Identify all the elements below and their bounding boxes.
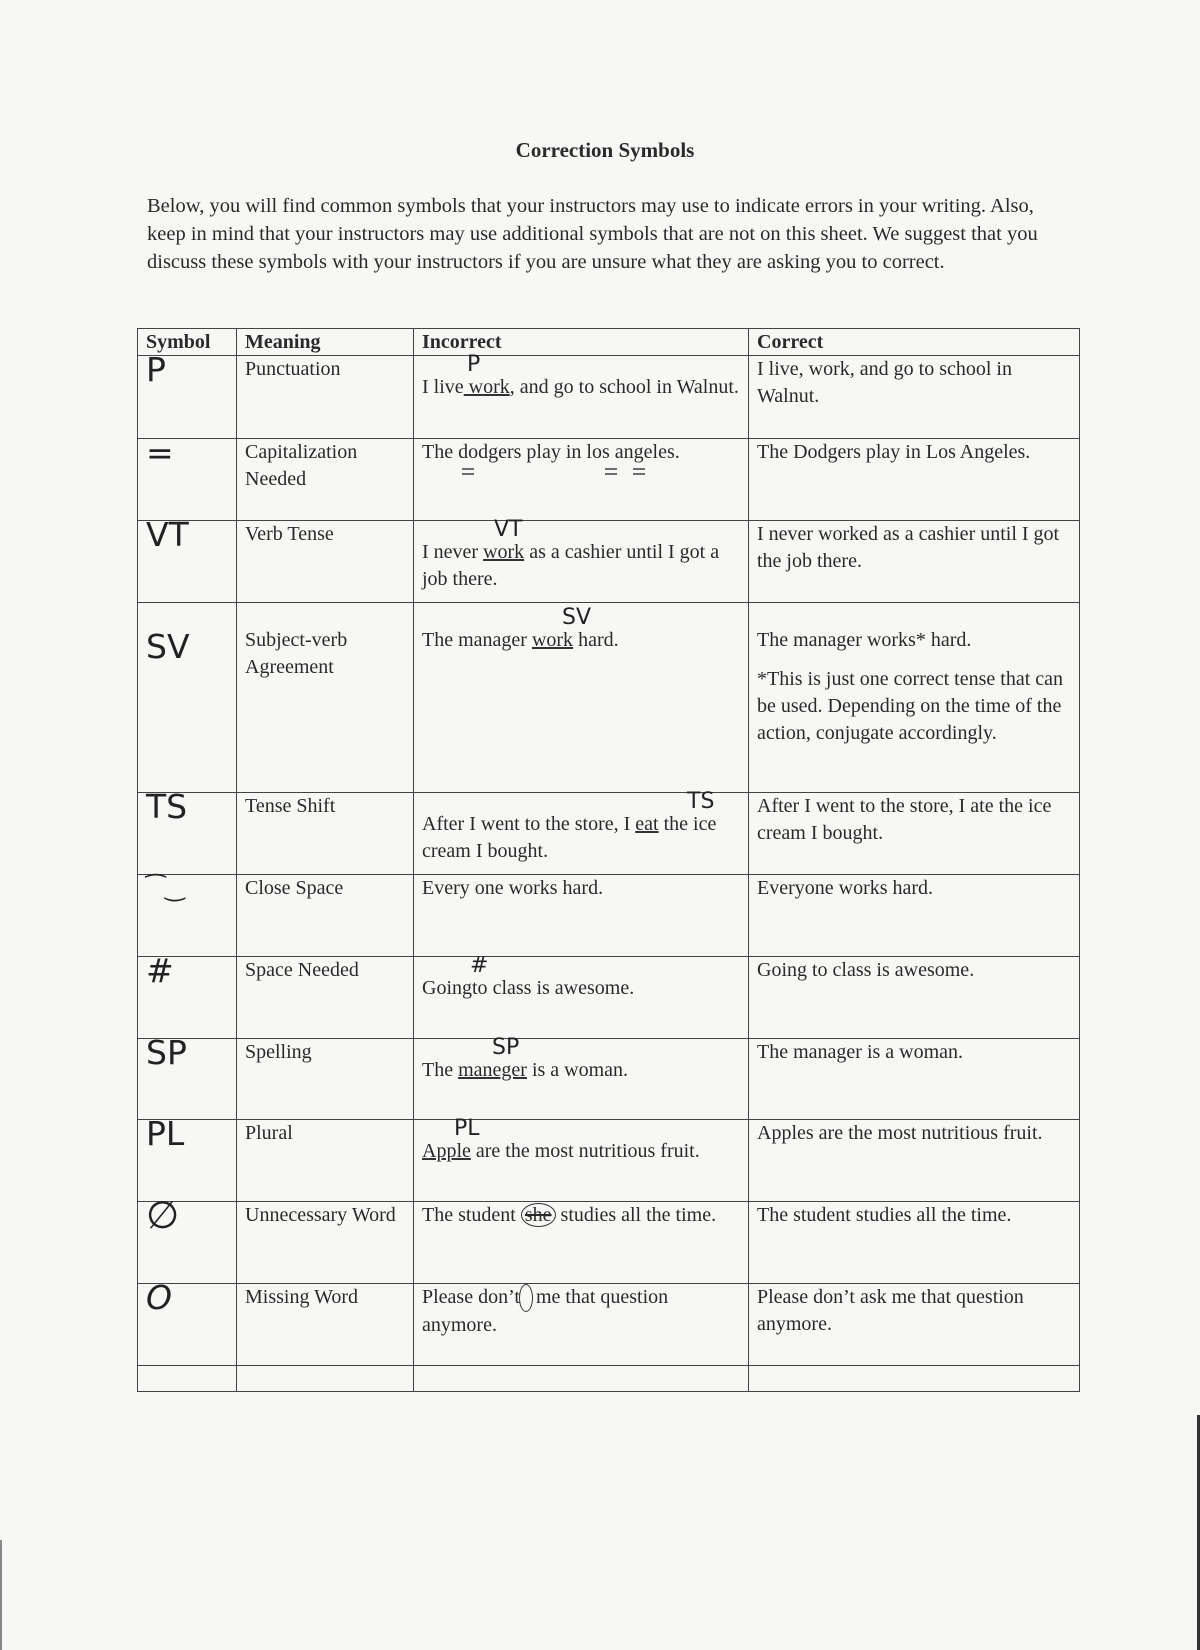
marked-word: eat	[635, 813, 659, 835]
table-header-row	[138, 329, 1080, 356]
incorrect-text: Every	[422, 877, 470, 899]
table-row	[138, 1039, 1080, 1120]
table-row	[138, 875, 1080, 957]
incorrect-text: are the most nutritious fruit.	[470, 1140, 700, 1162]
symbol-cell: SV	[138, 603, 237, 793]
table-row	[138, 957, 1080, 1039]
incorrect-cell	[414, 1035, 749, 1120]
page-title: Correction Symbols	[515, 138, 695, 162]
incorrect-cell	[414, 1284, 749, 1366]
incorrect-cell	[414, 789, 749, 875]
incorrect-cell	[414, 439, 749, 521]
incorrect-text: The student	[422, 1204, 521, 1226]
scan-edge	[0, 1540, 2, 1650]
symbol-cell: ∅	[138, 1202, 237, 1284]
meaning-cell: Missing Word	[237, 1284, 414, 1366]
handwritten-mark: SP	[492, 1035, 520, 1060]
incorrect-cell	[414, 517, 749, 603]
incorrect-text: hard.	[573, 629, 619, 651]
incorrect-text: studies all the time.	[555, 1204, 717, 1226]
incorrect-text: as a cashier until I got a job there.	[422, 541, 720, 590]
empty-cell	[138, 1366, 237, 1392]
meaning-cell: Close Space	[237, 875, 414, 957]
incorrect-text: I live	[422, 376, 464, 398]
header-meaning: Meaning	[237, 329, 414, 356]
incorrect-cell	[414, 953, 749, 1039]
marked-word: dodgers	[458, 441, 522, 463]
symbol-cell: SP	[138, 1039, 237, 1120]
correct-cell: I live, work, and go to school in Walnut.	[749, 356, 1080, 439]
incorrect-text: The	[422, 1059, 459, 1081]
meaning-cell: Subject-verb Agreement	[237, 603, 414, 793]
correct-cell: I never worked as a cashier until I got the job there.	[749, 521, 1080, 603]
handwritten-mark: PL	[454, 1116, 480, 1141]
incorrect-text: play in los angeles.	[521, 441, 680, 463]
symbol-cell: =	[138, 439, 237, 521]
table-row	[138, 1120, 1080, 1202]
table-row	[138, 521, 1080, 603]
incorrect-text: After I went to the store, I	[422, 813, 636, 835]
table-row	[138, 1202, 1080, 1284]
meaning-cell: Capitalization Needed	[237, 439, 414, 521]
handwritten-mark: SV	[562, 605, 592, 630]
incorrect-text: is a woman.	[526, 1059, 629, 1081]
correct-cell: Everyone works hard.	[749, 875, 1080, 957]
meaning-cell: Punctuation	[237, 356, 414, 439]
handwritten-mark: #	[470, 953, 489, 978]
empty-cell	[237, 1366, 414, 1392]
intro-paragraph: Below, you will find common symbols that your instructors may use to indicate errors in your writing. Also, keep in mind that your instructors may use additional symbols that are not on this sheet. We suggest that you discuss these symbols with your instructors if you are unsure what they are asking you to correct.	[147, 195, 1038, 273]
handwritten-mark: VT	[494, 517, 523, 542]
meaning-cell: Tense Shift	[237, 793, 414, 875]
incorrect-text: The manager	[422, 629, 532, 651]
insertion-circle-icon	[519, 1284, 533, 1312]
incorrect-text: works hard.	[503, 877, 604, 899]
incorrect-cell	[414, 875, 749, 957]
incorrect-cell	[414, 1116, 749, 1202]
meaning-cell: Verb Tense	[237, 521, 414, 603]
marked-word: work	[531, 629, 574, 651]
correct-cell: The Dodgers play in Los Angeles.	[749, 439, 1080, 521]
handwritten-mark: TS	[687, 789, 715, 814]
correction-symbols-table	[137, 328, 1080, 1392]
symbol-cell: PL	[138, 1120, 237, 1202]
correct-cell: The student studies all the time.	[749, 1202, 1080, 1284]
table-row	[138, 793, 1080, 875]
incorrect-text: class is awesome.	[487, 977, 635, 999]
header-symbol: Symbol	[138, 329, 237, 356]
symbol-cell: #	[138, 957, 237, 1039]
meaning-cell: Plural	[237, 1120, 414, 1202]
table-row	[138, 356, 1080, 439]
incorrect-cell	[414, 1202, 749, 1284]
marked-word: one	[469, 877, 504, 899]
incorrect-text: me that question anymore.	[422, 1286, 669, 1337]
meaning-cell: Spelling	[237, 1039, 414, 1120]
table-row	[138, 603, 1080, 793]
correct-note: *This is just one correct tense that can be used. Depending on the time of the action, conjugate accordingly.	[757, 668, 1064, 744]
incorrect-text: The	[422, 441, 459, 463]
incorrect-text: , and go to school in Walnut.	[509, 376, 739, 398]
incorrect-text: the ice cream I bought.	[422, 813, 717, 862]
symbol-cell: TS	[138, 793, 237, 875]
correct-cell: After I went to the store, I ate the ice cream I bought.	[749, 793, 1080, 875]
symbol-cell: P	[138, 356, 237, 439]
incorrect-text: Goingto	[422, 977, 488, 999]
incorrect-text: I never	[422, 541, 484, 563]
marked-word: work	[483, 541, 525, 563]
header-correct: Correct	[749, 329, 1080, 356]
marked-word: work	[463, 376, 510, 398]
header-incorrect: Incorrect	[414, 329, 749, 356]
incorrect-cell	[414, 603, 749, 793]
correct-cell: Apples are the most nutritious fruit.	[749, 1120, 1080, 1202]
symbol-cell: O	[138, 1284, 237, 1366]
incorrect-cell	[414, 352, 749, 439]
correct-cell	[749, 603, 1080, 793]
incorrect-text: Please don’t	[422, 1286, 525, 1308]
handwritten-mark: P	[467, 352, 481, 377]
correct-text: The manager works* hard.	[757, 629, 972, 651]
marked-word: Apple	[422, 1140, 471, 1162]
table-row	[138, 1284, 1080, 1366]
marked-word: she	[521, 1203, 556, 1227]
symbol-cell: VT	[138, 521, 237, 603]
meaning-cell: Space Needed	[237, 957, 414, 1039]
symbol-cell: ⁀‿	[138, 875, 237, 957]
correct-cell: The manager is a woman.	[749, 1039, 1080, 1120]
meaning-cell: Unnecessary Word	[237, 1202, 414, 1284]
empty-cell	[749, 1366, 1080, 1392]
empty-row	[138, 1366, 1080, 1392]
empty-cell	[414, 1366, 749, 1392]
correct-cell: Please don’t ask me that question anymore.	[749, 1284, 1080, 1366]
marked-word: maneger	[458, 1059, 527, 1081]
correct-cell: Going to class is awesome.	[749, 957, 1080, 1039]
capitalization-marks	[422, 466, 682, 478]
table-row	[138, 439, 1080, 521]
